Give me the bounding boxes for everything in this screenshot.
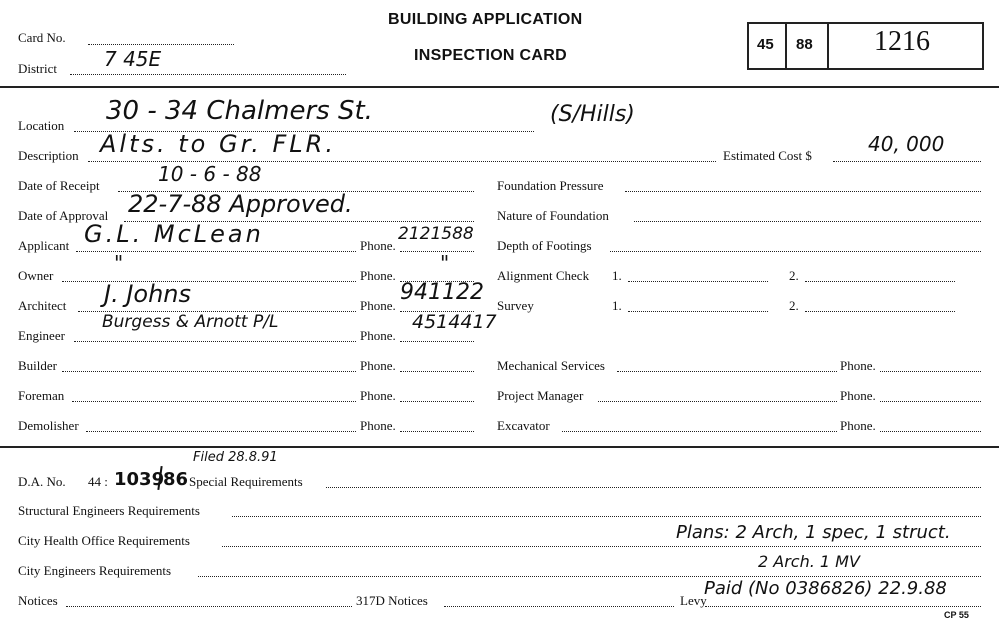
description-value: Alts. to Gr. FLR. (100, 130, 336, 158)
excavator-label: Excavator (497, 418, 550, 433)
applicant-value: G.L. McLean (84, 220, 264, 248)
mechanical-phone-line (880, 371, 981, 372)
owner-label: Owner (18, 268, 54, 283)
health-requirements-value: Plans: 2 Arch, 1 spec, 1 struct. (676, 522, 951, 543)
file-box-divider-1 (785, 24, 787, 68)
architect-phone-value: 941122 (400, 280, 484, 305)
builder-phone-line (400, 371, 474, 372)
date-receipt-value: 10 - 6 - 88 (158, 162, 262, 186)
title-line-2: INSPECTION CARD (414, 47, 567, 64)
city-engineers-line (198, 576, 981, 577)
date-approval-label: Date of Approval (18, 208, 109, 223)
health-requirements-line (222, 546, 981, 547)
nature-foundation-label: Nature of Foundation (497, 208, 609, 223)
date-receipt-label: Date of Receipt (18, 178, 100, 193)
district-value: 7 45E (104, 47, 162, 71)
alignment-1-label: 1. (612, 268, 622, 283)
demolisher-phone-label: Phone. (360, 418, 396, 433)
special-requirements-label: Special Requirements (189, 474, 303, 489)
header-rule (0, 86, 999, 88)
card-no-label: Card No. (18, 30, 66, 45)
alignment-1-line (628, 281, 768, 282)
levy-line (705, 606, 981, 607)
file-number-box (747, 22, 984, 70)
depth-footings-line (610, 251, 981, 252)
engineer-label: Engineer (18, 328, 65, 343)
architect-value: J. Johns (104, 280, 192, 308)
file-box-mid: 88 (796, 36, 813, 53)
demolisher-line (86, 431, 356, 432)
notices-317d-label: 317D Notices (356, 593, 428, 608)
notices-line (66, 606, 352, 607)
estimated-cost-label: Estimated Cost $ (723, 148, 812, 163)
title-line-1: BUILDING APPLICATION (388, 11, 583, 28)
owner-phone-label: Phone. (360, 268, 396, 283)
structural-requirements-line (232, 516, 981, 517)
location-value: 30 - 34 Chalmers St. (106, 96, 373, 126)
project-manager-label: Project Manager (497, 388, 584, 403)
alignment-check-label: Alignment Check (497, 268, 590, 283)
mechanical-phone-label: Phone. (840, 358, 876, 373)
file-box-number: 1216 (874, 26, 930, 57)
excavator-phone-label: Phone. (840, 418, 876, 433)
levy-value: Paid (No 0386826) 22.9.88 (704, 578, 947, 599)
da-filed-note: Filed 28.8.91 (193, 450, 278, 465)
district-line (70, 74, 346, 75)
da-no-suffix: 86 (163, 469, 189, 490)
nature-foundation-line (634, 221, 981, 222)
survey-2-label: 2. (789, 298, 799, 313)
city-engineers-label: City Engineers Requirements (18, 563, 172, 578)
location-label: Location (18, 118, 65, 133)
special-requirements-line (326, 487, 981, 488)
builder-phone-label: Phone. (360, 358, 396, 373)
project-manager-phone-label: Phone. (840, 388, 876, 403)
builder-label: Builder (18, 358, 57, 373)
notices-label: Notices (18, 593, 58, 608)
owner-phone-value: " (440, 251, 450, 275)
estimated-cost-line (833, 161, 981, 162)
alignment-2-line (805, 281, 955, 282)
engineer-value: Burgess & Arnott P/L (102, 312, 279, 332)
survey-1-line (628, 311, 768, 312)
engineer-phone-label: Phone. (360, 328, 396, 343)
notices-317d-line (444, 606, 674, 607)
city-engineers-value: 2 Arch. 1 MV (758, 552, 860, 571)
applicant-phone-line (400, 251, 474, 252)
mechanical-line (617, 371, 837, 372)
engineer-line (74, 341, 356, 342)
foreman-label: Foreman (18, 388, 65, 403)
survey-2-line (805, 311, 955, 312)
levy-label: Levy (680, 593, 707, 608)
foundation-pressure-line (625, 191, 981, 192)
depth-footings-label: Depth of Footings (497, 238, 592, 253)
foreman-phone-label: Phone. (360, 388, 396, 403)
estimated-cost-value: 40, 000 (868, 132, 945, 156)
project-manager-line (598, 401, 837, 402)
survey-label: Survey (497, 298, 534, 313)
excavator-line (562, 431, 837, 432)
architect-phone-label: Phone. (360, 298, 396, 313)
demolisher-label: Demolisher (18, 418, 79, 433)
file-box-divider-2 (827, 24, 829, 68)
excavator-phone-line (880, 431, 981, 432)
owner-value: " (114, 251, 124, 275)
survey-1-label: 1. (612, 298, 622, 313)
builder-line (62, 371, 356, 372)
file-box-left: 45 (757, 36, 774, 53)
card-no-line (88, 44, 234, 45)
structural-requirements-label: Structural Engineers Requirements (18, 503, 200, 518)
middle-rule (0, 446, 999, 448)
health-requirements-label: City Health Office Requirements (18, 533, 190, 548)
foreman-phone-line (400, 401, 474, 402)
demolisher-phone-line (400, 431, 474, 432)
district-label: District (18, 61, 57, 76)
description-label: Description (18, 148, 79, 163)
form-code: CP 55 (944, 610, 969, 620)
da-no-label: D.A. No. (18, 474, 66, 489)
applicant-phone-label: Phone. (360, 238, 396, 253)
project-manager-phone-line (880, 401, 981, 402)
date-approval-value: 22-7-88 Approved. (128, 190, 353, 218)
da-no-prefix: 44 : (88, 474, 108, 489)
foundation-pressure-label: Foundation Pressure (497, 178, 604, 193)
engineer-phone-value: 4514417 (412, 311, 497, 333)
applicant-phone-value: 2121588 (398, 224, 474, 244)
applicant-label: Applicant (18, 238, 70, 253)
engineer-phone-line (400, 341, 474, 342)
alignment-2-label: 2. (789, 268, 799, 283)
location-note: (S/Hills) (550, 102, 635, 127)
da-no-value: 1039 (114, 469, 165, 490)
mechanical-label: Mechanical Services (497, 358, 605, 373)
architect-label: Architect (18, 298, 67, 313)
foreman-line (72, 401, 356, 402)
